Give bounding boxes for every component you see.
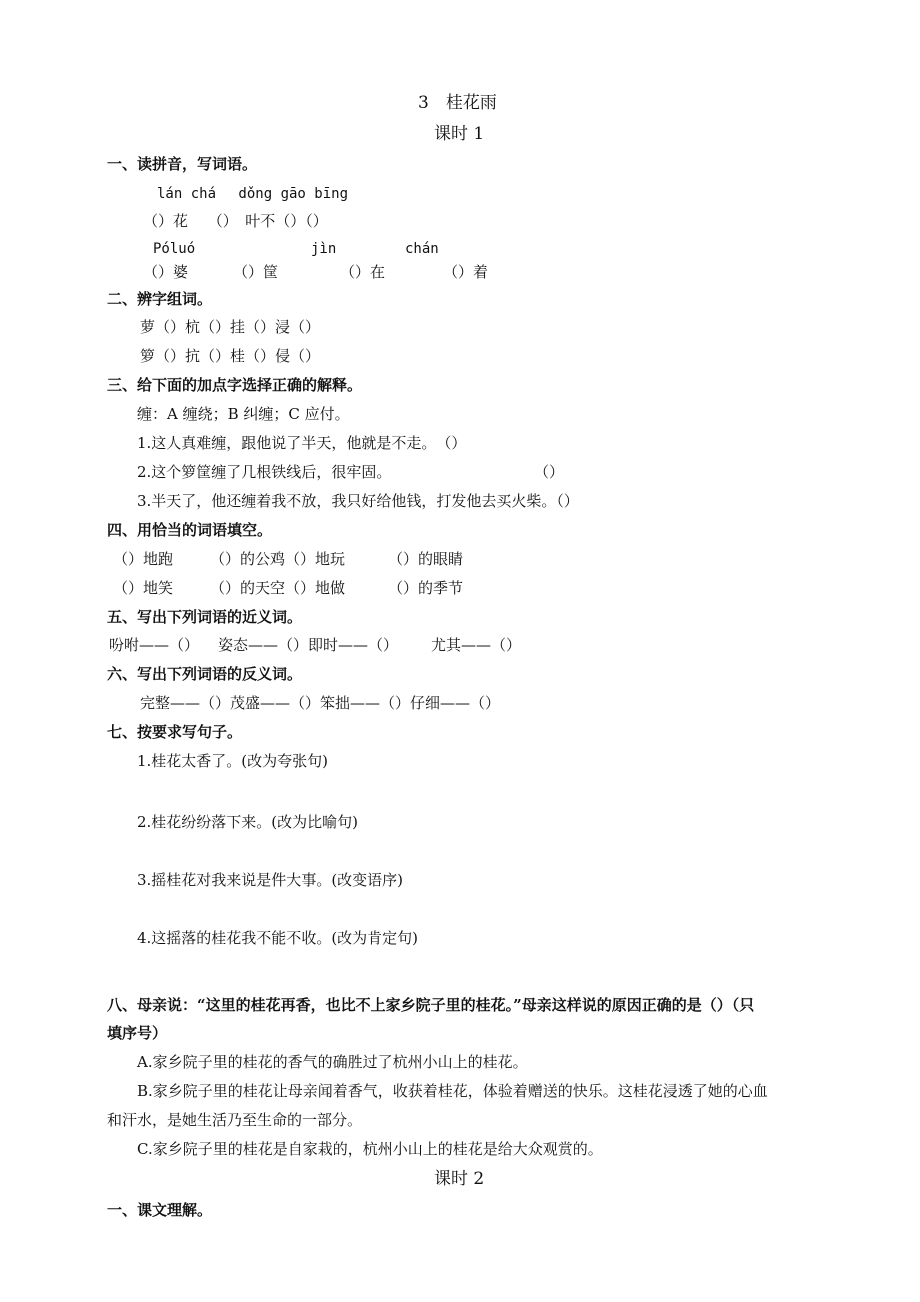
s3-q2-blank: （） <box>534 463 565 481</box>
s4-row1-c: （）的眼睛 <box>388 550 464 568</box>
s1-heading: 一、读拼音，写词语。 <box>107 155 258 173</box>
period2-heading: 课时 2 <box>434 1169 485 1189</box>
s4-row2-b: （）的天空（）地做 <box>210 579 346 597</box>
s1-pinyin-2: jìn <box>311 241 337 257</box>
period1-heading: 课时 1 <box>434 124 485 144</box>
s1-pinyin-1: Póluó <box>153 241 196 257</box>
s1-word-1: （）婆 <box>143 263 189 281</box>
s1-words-row1: （）花 （） 叶不（）（） <box>143 212 328 230</box>
s8-option-b-line1: B.家乡院子里的桂花让母亲闻着香气，收获着桂花，体验着赠送的快乐。这桂花浸透了她的心血 <box>137 1082 768 1100</box>
s4-row1-a: （）地跑 <box>113 550 174 568</box>
s8-heading-line2: 填序号） <box>107 1024 168 1042</box>
s5-item-3: 尤其——（） <box>431 636 522 654</box>
s5-item-1: 吩咐——（） <box>109 636 200 654</box>
s8-option-a: A.家乡院子里的桂花的香气的确胜过了杭州小山上的桂花。 <box>137 1053 528 1071</box>
s4-row2-c: （）的季节 <box>388 579 464 597</box>
s2-row1: 萝（）杭（）挂（）浸（） <box>140 318 321 336</box>
s5-item-2: 姿态——（）即时——（） <box>218 636 399 654</box>
s7-heading: 七、按要求写句子。 <box>107 723 243 741</box>
s3-q1: 1.这人真难缠，跟他说了半天，他就是不走。 （） <box>137 434 467 452</box>
s3-q2: 2.这个箩筐缠了几根铁线后，很牢固。 <box>137 463 392 481</box>
period2-s1-heading: 一、课文理解。 <box>107 1201 213 1219</box>
s4-row2-a: （）地笑 <box>113 579 174 597</box>
s7-item-1: 1.桂花太香了。(改为夸张句) <box>137 752 329 770</box>
s3-options: 缠：A 缠绕；B 纠缠；C 应付。 <box>137 405 350 423</box>
s4-row1-b: （）的公鸡（）地玩 <box>210 550 346 568</box>
s8-option-b-line2: 和汗水，是她生活乃至生命的一部分。 <box>107 1111 363 1129</box>
s1-word-3: （）在 <box>340 263 386 281</box>
s7-item-4: 4.这摇落的桂花我不能不收。(改为肯定句) <box>137 929 419 947</box>
s3-q3: 3.半天了，他还缠着我不放，我只好给他钱，打发他去买火柴。（） <box>137 492 579 510</box>
s7-item-2: 2.桂花纷纷落下来。(改为比喻句) <box>137 813 359 831</box>
s2-row2: 箩（）抗（）桂（）侵（） <box>140 347 321 365</box>
s8-option-c: C.家乡院子里的桂花是自家栽的，杭州小山上的桂花是给大众观赏的。 <box>137 1140 603 1158</box>
s1-pinyin-3: chán <box>405 241 439 257</box>
s6-heading: 六、写出下列词语的反义词。 <box>107 665 303 683</box>
s7-item-3: 3.摇桂花对我来说是件大事。(改变语序) <box>137 871 404 889</box>
s1-pinyin-row1: lán chá dǒng gāo bīng <box>157 186 349 202</box>
s1-word-4: （）着 <box>443 263 489 281</box>
s3-heading: 三、给下面的加点字选择正确的解释。 <box>107 376 363 394</box>
lesson-title: 3 桂花雨 <box>418 93 497 113</box>
s6-row: 完整——（）茂盛——（）笨拙——（）仔细——（） <box>140 694 501 712</box>
s4-heading: 四、用恰当的词语填空。 <box>107 521 273 539</box>
s1-word-2: （）筐 <box>233 263 279 281</box>
s8-heading-line1: 八、母亲说：“这里的桂花再香，也比不上家乡院子里的桂花。”母亲这样说的原因正确的是（）（只 <box>107 996 755 1014</box>
s5-heading: 五、写出下列词语的近义词。 <box>107 608 303 626</box>
s2-heading: 二、辨字组词。 <box>107 290 213 308</box>
